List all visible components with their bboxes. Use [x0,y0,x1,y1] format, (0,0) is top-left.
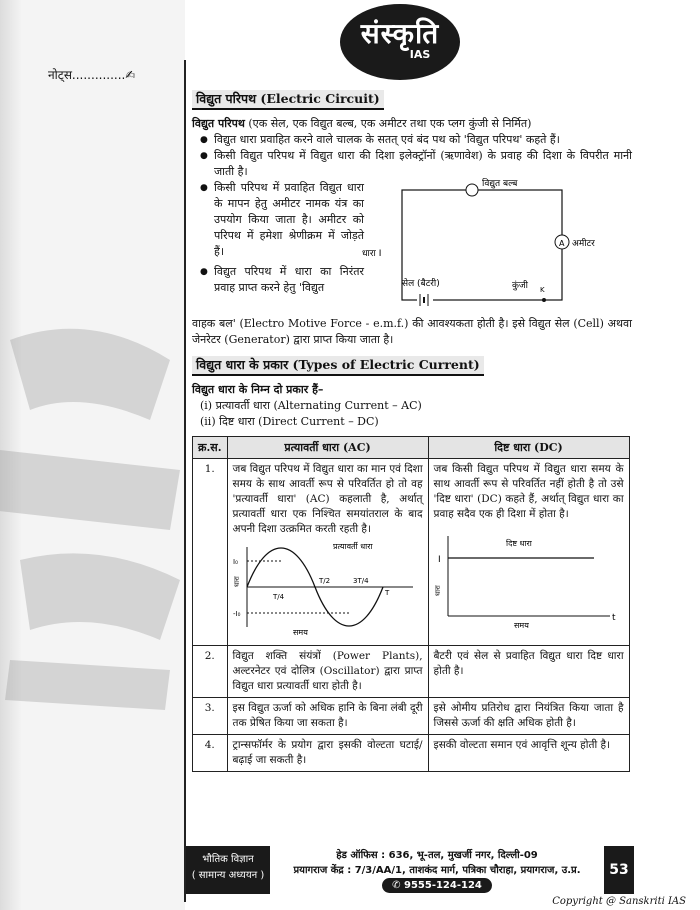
row-num: 4. [193,735,228,772]
dc-y-label: धारा [433,585,442,596]
row-num: 3. [193,698,228,735]
current-label: धारा I [362,249,382,259]
cell-label: सेल (बैटरी) [402,279,440,289]
t34-label: 3T/4 [352,577,369,585]
list-item: ● विद्युत धारा प्रवाहित करने वाले चालक के सतत् एवं बंद पथ को 'विद्युत परिपथ' कहते हैं। [200,132,632,148]
t4-label: T/4 [272,593,284,601]
t2-label: T/2 [318,577,330,585]
prayagraj-center: प्रयागराज केंद्र : 7/3/AA/1, ताशकंद मार्ग, पत्रिका चौराहा, प्रयागराज, उ.प्र. [293,865,581,876]
bulb-label: विद्युत बल्ब [482,179,518,189]
section-title-types: विद्युत धारा के प्रकार (Types of Electric Current) [192,356,484,376]
list-item: ● विद्युत परिपथ में धारा का निरंतर प्रवाह प्राप्त करने हेतु 'विद्युत [200,264,364,296]
imin-label: -I₀ [232,610,240,618]
ammeter-symbol: A [559,239,565,248]
t-label: T [384,589,389,597]
subject-sub: ( सामान्य अध्ययन ) [191,870,265,881]
row-ac: विद्युत शक्ति संयंत्रों (Power Plants), अल्टरनेटर एवं दोलित्र (Oscillator) द्वारा प्राप्त विद्युत धारा प्रत्यावर्ती धारा होती है। [227,646,428,698]
brand-logo [340,4,460,80]
ammeter-label: अमीटर [572,239,595,249]
dc-t-label: t [611,613,616,623]
ac-graph-label: प्रत्यावर्ती धारा [332,542,373,551]
header-num: क्र.स. [193,437,228,459]
row-dc: इसे ओमीय प्रतिरोध द्वारा नियंत्रित किया जाता है जिससे ऊर्जा की क्षति अधिक होती है। [428,698,629,735]
table-row [193,459,630,646]
section-title-circuit: विद्युत परिपथ (Electric Circuit) [192,90,384,110]
table-row [193,698,630,735]
emf-text: वाहक बल' (Electro Motive Force - e.m.f.) की आवश्यकता होती है। इसे विद्युत सेल (Cell) अथवा जेनरेटर (Generator) द्वारा प्राप्त किया जाता है। [192,317,632,346]
intro-bold: विद्युत परिपथ [192,117,245,130]
table-row [193,735,630,772]
table-header-row [193,437,630,459]
circuit-intro [192,116,632,132]
row-num: 2. [193,646,228,698]
logo-sub: IAS [409,48,431,61]
logo-text: संस्कृति [360,17,440,50]
page-number: 53 [604,846,634,894]
ac-graph [233,537,423,637]
circuit-diagram [362,176,602,316]
circuit-bullets [200,132,632,180]
copyright: Copyright @ Sanskriti IAS [552,896,686,907]
key-label: कुंजी [512,281,528,291]
list-item: ● किसी विद्युत परिपथ में विद्युत धारा की दिशा इलेक्ट्रॉनों (ऋणावेश) के प्रवाह की दिशा के विपरीत मानी जाती है। [200,148,632,180]
ac-x-label: समय [292,628,308,637]
key-symbol: K [540,286,545,294]
head-office: हेड ऑफिस : 636, भू-तल, मुखर्जी नगर, दिल्ली-09 [336,850,538,861]
dc-x-label: समय [513,621,529,630]
subject-box [186,846,270,894]
notes-label: नोट्स..............✍ [48,68,136,82]
table-row [193,646,630,698]
row-dc-text: जब किसी विद्युत परिपथ में विद्युत धारा समय के साथ आवर्ती रूप से परिवर्तित नहीं होती है तो उसे 'दिष्ट धारा' (DC) कहते हैं, अर्थात् विद्युत धारा का प्रवाह सदैव एक ही दिशा में होता है। [433,463,624,520]
list-item: ● किसी परिपथ में प्रवाहित विद्युत धारा के मापन हेतु अमीटर नामक यंत्र का उपयोग किया जाता है। अमीटर को परिपथ में हमेशा श्रेणीक्रम में जोड़ते हैं। [200,180,364,260]
margin-rule [184,60,186,902]
imax-label: I₀ [232,558,238,566]
address-box [270,846,604,894]
row-ac-text: जब विद्युत परिपथ में विद्युत धारा का मान एवं दिशा समय के साथ आवर्ती रूप से परिवर्तित हो तो वह 'प्रत्यावर्ती धारा' (AC) कहलाती है, अर्थात् प्रत्यावर्ती धारा एक निश्चित समयांतराल के बाद अपनी दिशा उत्क्रमित करती रहती है। [232,463,423,535]
subject-name: भौतिक विज्ञान [202,854,254,865]
row-ac: इस विद्युत ऊर्जा को अधिक हानि के बिना लंबी दूरी तक प्रेषित किया जा सकता है। [227,698,428,735]
type-dc: (ii) दिष्ट धारा (Direct Current – DC) [200,415,379,428]
page-footer [186,846,634,894]
dc-graph-label: दिष्ट धारा [505,539,532,548]
header-dc: दिष्ट धारा (DC) [428,437,629,459]
dc-graph [434,532,624,632]
row-dc: इसकी वोल्टता समान एवं आवृत्ति शून्य होती है। [428,735,629,772]
row-dc [428,459,629,646]
row-dc: बैटरी एवं सेल से प्रवाहित विद्युत धारा दिष्ट धारा होती है। [428,646,629,698]
left-margin [0,0,185,910]
intro-rest: (एक सेल, एक विद्युत बल्ब, एक अमीटर तथा एक प्लग कुंजी से निर्मित) [244,117,532,130]
dc-i-label: I [437,555,441,565]
row-num: 1. [193,459,228,646]
side-watermark-logo [0,300,210,720]
comparison-table [192,436,630,772]
phone-number: ✆ 9555-124-124 [382,878,492,893]
circuit-split [192,180,632,328]
type-ac: (i) प्रत्यावर्ती धारा (Alternating Current – AC) [200,399,422,412]
ac-y-label: धारा [232,576,241,587]
types-intro: विद्युत धारा के निम्न दो प्रकार हैं– [192,383,324,396]
row-ac [227,459,428,646]
page-content [192,88,632,772]
row-ac: ट्रान्सफॉर्मर के प्रयोग द्वारा इसकी वोल्टता घटाई/बढ़ाई जा सकती है। [227,735,428,772]
header-ac: प्रत्यावर्ती धारा (AC) [227,437,428,459]
